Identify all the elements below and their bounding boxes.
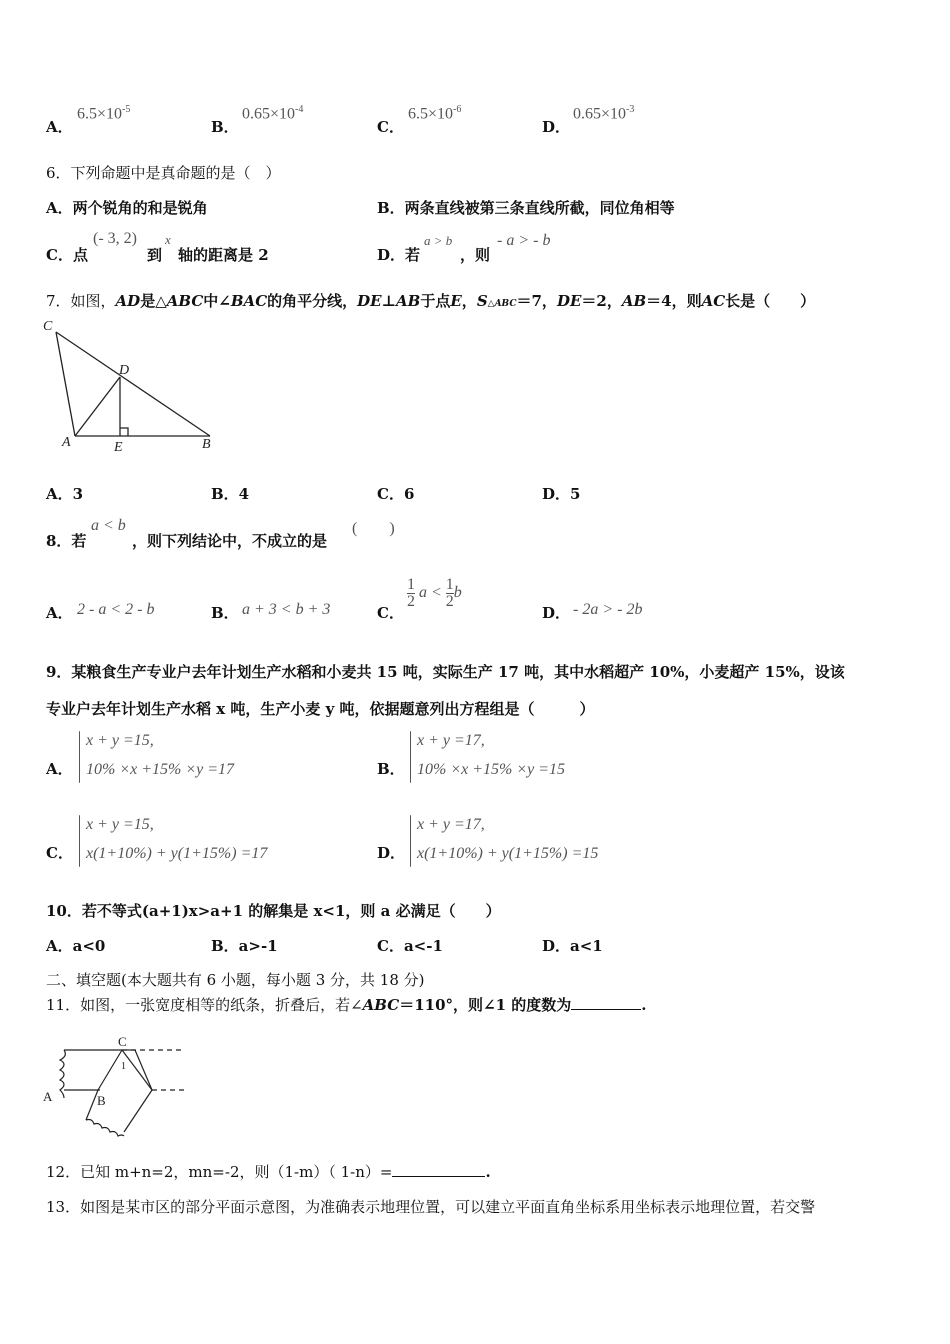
q7-var-ad: AD <box>115 292 141 310</box>
q11-label-a: A <box>43 1089 53 1104</box>
q7-stem-text: 于点 <box>420 292 451 310</box>
q9-a-brace <box>79 731 80 783</box>
q6-option-c-pre: C．点 <box>46 246 88 264</box>
q6-option-d-result: - a > - b <box>497 232 551 249</box>
q11-stem-end: . <box>641 996 647 1014</box>
q10-option-a: A．a<0 <box>46 937 106 955</box>
q5-d-exp: -3 <box>626 104 635 115</box>
q8-c-frac-den: 2 <box>445 593 454 610</box>
q8-option-a: 2 - a < 2 - b <box>77 601 155 618</box>
q5-b-exp: -4 <box>295 104 304 115</box>
q7-var-de: DE <box>357 292 382 310</box>
q7-var-s: S <box>476 292 488 310</box>
q6-option-c-post: 轴的距离是 2 <box>178 246 269 264</box>
q8-c-left: a < <box>419 584 442 602</box>
q5-option-a-label: A． <box>46 118 73 136</box>
q7-segment-ad <box>75 377 120 436</box>
q11-var-abc: ABC <box>362 996 400 1014</box>
q8-stem-pre: 8．若 <box>46 532 87 550</box>
q9-option-d-eq1: x + y =17, <box>417 816 485 833</box>
q8-c-frac-den: 2 <box>407 593 415 610</box>
q7-stem <box>46 290 815 311</box>
q7-triangle-figure <box>40 314 225 456</box>
q13-stem: 13．如图是某市区的部分平面示意图，为准确表示地理位置，可以建立平面直角坐标系用坐标表示地理位置，若交警 <box>46 1198 816 1216</box>
q5-option-b-value <box>242 104 303 123</box>
q5-c-exp: -6 <box>453 104 462 115</box>
q9-c-brace <box>79 815 80 867</box>
q11-answer-blank[interactable] <box>571 1009 641 1010</box>
q11-fold-line-ab <box>98 1050 122 1090</box>
q5-c-base: 6.5×10 <box>408 105 454 123</box>
q6-option-d-mid: ，则 <box>460 246 491 264</box>
q12-stem <box>46 1161 491 1182</box>
q11-stem-text: ＝110°，则∠1 的度数为 <box>399 996 572 1014</box>
q8-c-frac-num: 1 <box>407 576 415 593</box>
q7-option-a: A．3 <box>46 485 84 503</box>
q9-option-c-eq1: x + y =15, <box>86 816 154 833</box>
q11-left-torn-edge <box>60 1050 65 1098</box>
q11-label-b: B <box>97 1093 106 1108</box>
q7-var-ab: AB <box>396 292 421 310</box>
q11-stem-text: 11．如图，一张宽度相等的纸条，折叠后，若∠ <box>46 996 363 1014</box>
q11-bottom-torn-edge <box>86 1120 124 1137</box>
q9-option-b-eq1: x + y =17, <box>417 732 485 749</box>
q7-label-a: A <box>62 435 71 450</box>
q6-stem: 6．下列命题中是真命题的是（ ） <box>46 164 281 182</box>
q6-option-c-mid: 到 <box>147 246 163 264</box>
q5-b-base: 0.65×10 <box>242 105 296 123</box>
q5-option-d-label: D． <box>542 118 571 136</box>
q7-stem-text: ＝4，则 <box>646 292 702 310</box>
q6-option-c-point: (- 3, 2) <box>93 230 137 247</box>
q10-stem: 10．若不等式(a+1)x>a+1 的解集是 x<1，则 a 必满足（ ） <box>46 902 501 920</box>
q7-stem-text: ＝7， <box>516 292 557 310</box>
q8-stem-post: ，则下列结论中，不成立的是 <box>132 532 328 550</box>
q8-option-a-label: A． <box>46 604 73 622</box>
q7-option-b: B．4 <box>211 485 250 503</box>
q9-option-b-eq2: 10% ×x +15% ×y =15 <box>417 761 566 778</box>
q7-label-e: E <box>114 440 123 455</box>
q11-lower-right <box>124 1090 152 1132</box>
q7-var-bac: BAC <box>230 292 268 310</box>
q12-stem-end: . <box>485 1163 491 1181</box>
q5-a-exp: -5 <box>122 104 131 115</box>
q7-var-s-sub: △ABC <box>487 299 517 309</box>
q5-option-b-label: B． <box>211 118 239 136</box>
q6-option-d-cond: a > b <box>424 233 453 248</box>
q9-b-brace <box>410 731 411 783</box>
q5-a-base: 6.5×10 <box>77 105 123 123</box>
q7-var-e: E <box>450 292 462 310</box>
q5-option-c-label: C． <box>377 118 404 136</box>
q7-var-ac: AC <box>701 292 726 310</box>
q7-right-angle-mark <box>120 428 128 436</box>
q7-segment-cb <box>56 332 210 436</box>
q11-stem <box>46 994 647 1015</box>
q9-option-a-eq2: 10% ×x +15% ×y =17 <box>86 761 235 778</box>
q9-option-a-label: A． <box>46 760 73 778</box>
q8-option-c <box>407 577 462 610</box>
q5-option-d-value <box>573 104 634 123</box>
q6-option-c-x: x <box>165 232 171 247</box>
q10-option-b: B．a>-1 <box>211 937 278 955</box>
q5-option-c-value <box>408 104 461 123</box>
q6-option-a: A．两个锐角的和是锐角 <box>46 199 208 217</box>
q9-stem-line2: 专业户去年计划生产水稻 x 吨，生产小麦 y 吨，依据题意列出方程组是（ ） <box>46 700 595 718</box>
q9-option-a-eq1: x + y =15, <box>86 732 154 749</box>
q11-folded-strip-figure <box>40 1032 190 1138</box>
q7-stem-text: ＝2， <box>581 292 622 310</box>
q5-option-a-value <box>77 104 130 123</box>
q10-option-d: D．a<1 <box>542 937 603 955</box>
q8-condition: a < b <box>91 517 126 534</box>
q7-stem-text: 7．如图， <box>46 292 116 310</box>
q7-perp-symbol: ⊥ <box>381 292 397 310</box>
q9-option-d-label: D． <box>377 844 406 862</box>
q7-stem-text: 是△ <box>140 292 167 310</box>
q9-option-d-eq2: x(1+10%) + y(1+15%) =15 <box>417 845 599 862</box>
q7-label-b: B <box>202 437 211 452</box>
q7-label-c: C <box>43 319 53 334</box>
q8-paren: ( ) <box>352 520 395 537</box>
q7-segment-ca <box>56 332 75 436</box>
q12-answer-blank[interactable] <box>392 1176 485 1177</box>
q9-option-c-label: C． <box>46 844 73 862</box>
q8-option-c-label: C． <box>377 604 404 622</box>
q9-d-brace <box>410 815 411 867</box>
q7-stem-text: ， <box>461 292 477 310</box>
q7-stem-text: 的角平分线， <box>267 292 358 310</box>
q8-c-right: b <box>453 584 462 602</box>
q7-option-d: D．5 <box>542 485 581 503</box>
q7-stem-text: 长是（ ） <box>725 292 816 310</box>
q9-option-c-eq2: x(1+10%) + y(1+15%) =17 <box>86 845 268 862</box>
q10-option-c: C．a<-1 <box>377 937 443 955</box>
q8-c-frac-num: 1 <box>445 576 454 593</box>
q7-label-d: D <box>119 363 130 378</box>
q7-var-ab: AB <box>621 292 647 310</box>
q6-option-b: B．两条直线被第三条直线所截，同位角相等 <box>377 199 675 217</box>
q9-option-b-label: B． <box>377 760 405 778</box>
q7-stem-text: 中∠ <box>203 292 231 310</box>
q8-option-b: a + 3 < b + 3 <box>242 601 331 618</box>
q8-option-b-label: B． <box>211 604 239 622</box>
q5-d-base: 0.65×10 <box>573 105 627 123</box>
q6-option-d-pre: D．若 <box>377 246 421 264</box>
q9-stem-line1: 9．某粮食生产专业户去年计划生产水稻和小麦共 15 吨，实际生产 17 吨，其中水稻超产 10%，小麦超产 15%，设该 <box>46 663 845 681</box>
q7-option-c: C．6 <box>377 485 415 503</box>
q7-var-abc: ABC <box>166 292 204 310</box>
q11-label-c: C <box>118 1034 127 1049</box>
q12-stem-text: 12．已知 m+n=2，mn=-2，则（1-m）（ 1-n）= <box>46 1163 393 1181</box>
section-heading: 二、填空题(本大题共有 6 小题，每小题 3 分，共 18 分) <box>46 971 425 989</box>
q8-option-d-label: D． <box>542 604 571 622</box>
q11-label-angle-1: 1 <box>121 1061 126 1072</box>
q8-option-d: - 2a > - 2b <box>573 601 643 618</box>
q7-var-de: DE <box>556 292 582 310</box>
